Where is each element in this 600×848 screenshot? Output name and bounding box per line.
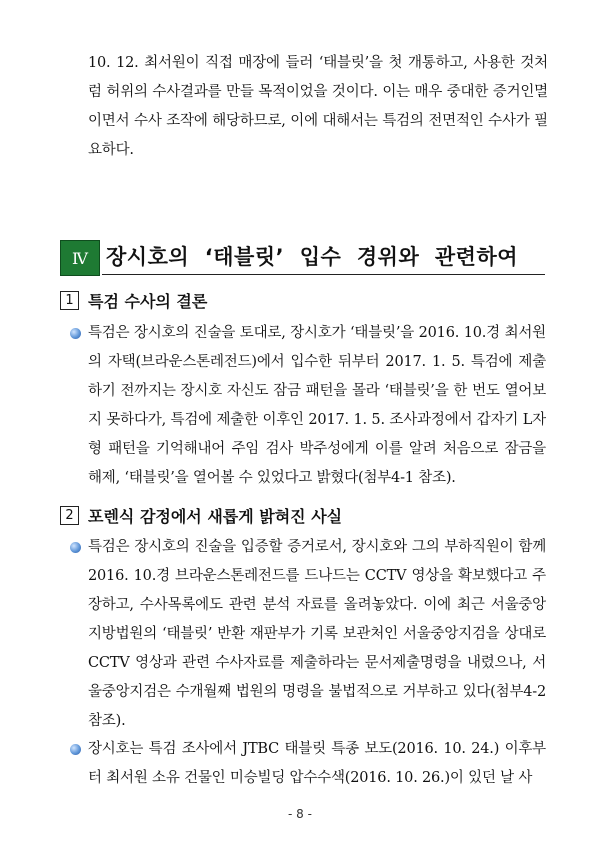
bullet-text: 특검은 장시호의 진술을 입증할 증거로서, 장시호와 그의 부하직원이 함께 2016. 10.경 브라운스톤레전드를 드나드는 CCTV 영상을 확보했다고 주장하고, 수사목록에도 관련 분석 자료를 올려놓았다. 이에 최근 서울중앙지방법원의 ‘태블릿’ 반환 재판부가 기록 보관처인 서울중앙지검을 상대로 CCTV 영상과 관련 수사자료를 제출하라는 문서제출명령을 내렸으나, 서울중앙지검은 수개월째 법원의 명령을 불법적으로 거부하고 있다(첨부4-2 참조). — [88, 539, 546, 729]
bullet-icon — [70, 744, 81, 755]
subsection-number-box: 1 — [60, 291, 79, 310]
bullet-text: 장시호는 특검 조사에서 JTBC 태블릿 특종 보도(2016. 10. 24.) 이후부터 최서원 소유 건물인 미승빌딩 압수수색(2016. 10. 26.)이 있던 날 사 — [88, 741, 546, 786]
section-rule — [102, 274, 545, 275]
bullet-icon — [70, 542, 81, 553]
bullet-text: 특검은 장시호의 진술을 토대로, 장시호가 ‘태블릿’을 2016. 10.경 최서원의 자택(브라운스톤레전드)에서 입수한 뒤부터 2017. 1. 5. 특검에 제출하기 전까지는 장시호 자신도 잠금 패턴을 몰라 ‘태블릿’을 한 번도 열어보지 못하다가, 특검에 제출한 이후인 2017. 1. 5. 조사과정에서 갑자기 L자형 패턴을 기억해내어 주임 검사 박주성에게 이를 알려 처음으로 잠금을 해제, ‘태블릿’을 열어볼 수 있었다고 밝혔다(첨부4-1 참조). — [88, 325, 546, 486]
bullet-icon — [70, 328, 81, 339]
page-number: - 8 - — [288, 807, 312, 821]
subsection-number-box: 2 — [60, 506, 79, 525]
subsection-heading-2 — [60, 504, 342, 527]
intro-paragraph: 10. 12. 최서원이 직접 매장에 들러 ‘태블릿’을 첫 개통하고, 사용한 것처럼 허위의 수사결과를 만들 목적이었을 것이다. 이는 매우 중대한 증거인멸이면서 수사 조작에 해당하므로, 이에 대해서는 특검의 전면적인 수사가 필요하다. — [88, 55, 548, 158]
section-header — [60, 240, 545, 276]
subsection-title: 특검 수사의 결론 — [88, 292, 208, 311]
subsection-heading-1 — [60, 289, 207, 312]
section-title: 장시호의 ‘태블릿’ 입수 경위와 관련하여 — [106, 245, 519, 269]
subsection-title: 포렌식 감정에서 새롭게 밝혀진 사실 — [88, 507, 343, 526]
section-numeral: Ⅳ — [60, 240, 100, 276]
